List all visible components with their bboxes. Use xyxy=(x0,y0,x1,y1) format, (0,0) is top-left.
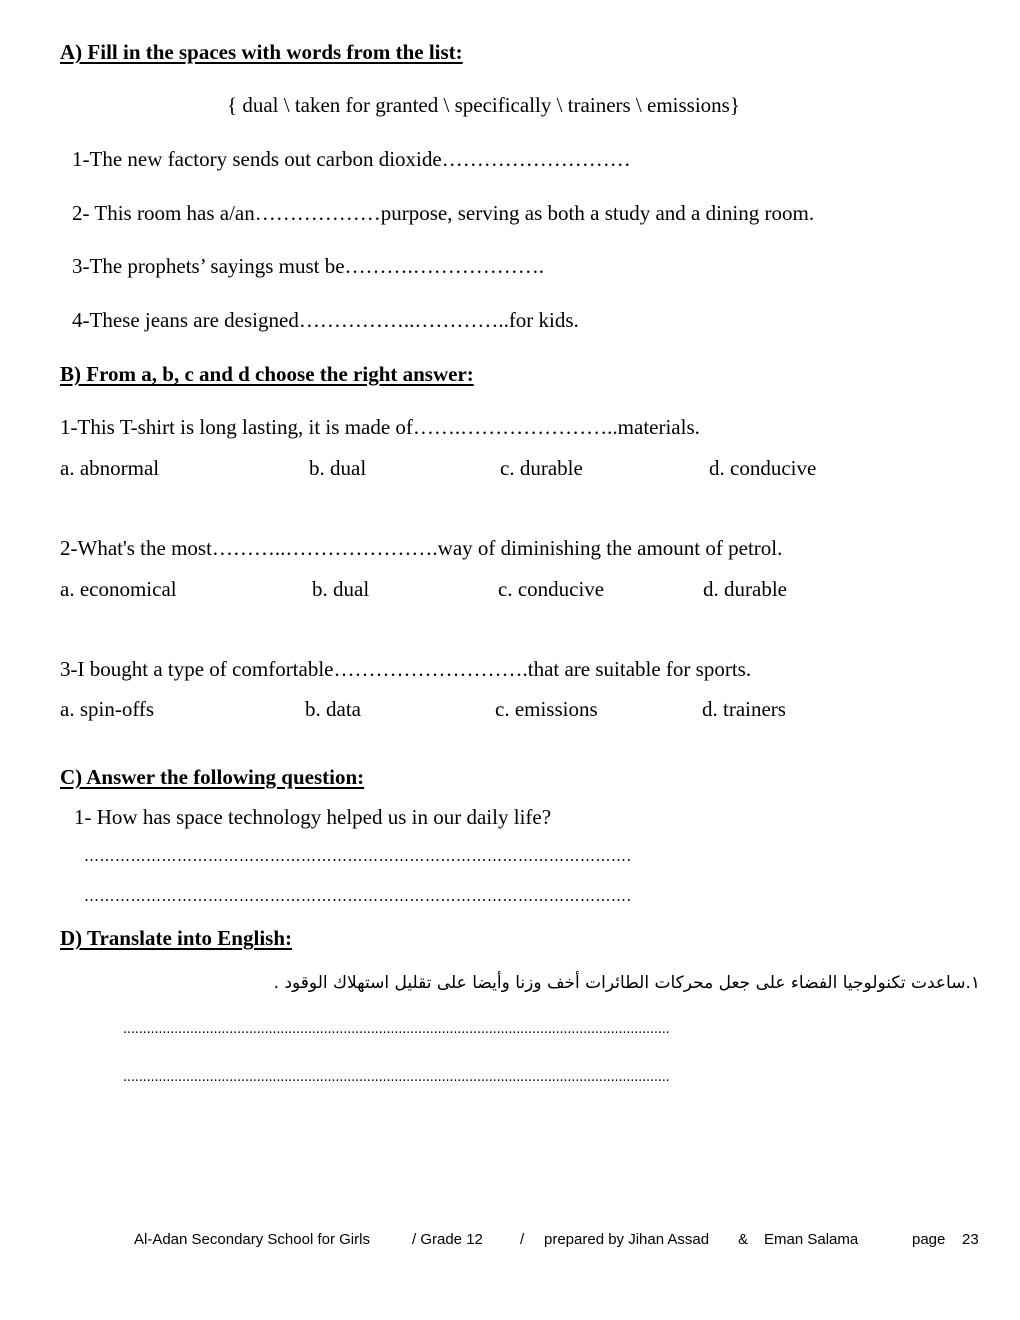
fill-item-3: 3-The prophets’ sayings must be……….………………. xyxy=(72,254,545,278)
footer-school: Al-Adan Secondary School for Girls xyxy=(134,1231,370,1248)
mcq-2-option-d[interactable]: d. durable xyxy=(703,577,787,601)
footer-separator: / xyxy=(520,1231,525,1248)
mcq-question-3: 3-I bought a type of comfortable……………………….that are suitable for sports. xyxy=(60,657,752,681)
fill-item-1: 1-The new factory sends out carbon dioxide……………………… xyxy=(72,147,631,171)
footer-grade: / Grade 12 xyxy=(412,1231,483,1248)
footer-page-number: 23 xyxy=(962,1231,979,1248)
footer xyxy=(134,1231,979,1248)
section-b-heading: B) From a, b, c and d choose the right answer: xyxy=(60,362,474,386)
footer-ampersand: & xyxy=(738,1231,749,1248)
mcq-3-option-c[interactable]: c. emissions xyxy=(495,697,598,721)
fill-item-2: 2- This room has a/an………………purpose, serving as both a study and a dining room. xyxy=(72,201,815,225)
mcq-1-option-d[interactable]: d. conducive xyxy=(709,456,817,480)
section-d-heading: D) Translate into English: xyxy=(60,926,293,950)
mcq-question-1: 1-This T-shirt is long lasting, it is made of…….…………………..materials. xyxy=(60,415,700,439)
translation-line-2[interactable]: ........................................................................................................................................... xyxy=(123,1070,670,1085)
mcq-2-option-a[interactable]: a. economical xyxy=(60,577,177,601)
mcq-2-option-c[interactable]: c. conducive xyxy=(498,577,605,601)
answer-line-2[interactable]: ……………………………………………………………………………………………. xyxy=(84,887,632,905)
footer-prepared-by: prepared by Jihan Assad xyxy=(544,1231,710,1248)
word-list: { dual \ taken for granted \ specifically \ trainers \ emissions} xyxy=(227,93,740,117)
mcq-1-option-a[interactable]: a. abnormal xyxy=(60,456,160,480)
footer-coauthor: Eman Salama xyxy=(764,1231,859,1248)
mcq-1-option-b[interactable]: b. dual xyxy=(309,456,367,480)
footer-page-label: page xyxy=(912,1231,946,1248)
fill-item-4: 4-These jeans are designed……………..…………..for kids. xyxy=(72,308,579,332)
answer-line-1[interactable]: ……………………………………………………………………………………………. xyxy=(84,847,632,865)
translation-line-1[interactable]: ........................................................................................................................................... xyxy=(123,1022,670,1037)
section-a-heading: A) Fill in the spaces with words from the list: xyxy=(60,40,463,64)
mcq-1-option-c[interactable]: c. durable xyxy=(500,456,583,480)
section-c-heading: C) Answer the following question: xyxy=(60,765,365,789)
open-question-1: 1- How has space technology helped us in our daily life? xyxy=(74,805,552,829)
mcq-question-2: 2-What's the most………..………………….way of diminishing the amount of petrol. xyxy=(60,536,783,560)
mcq-3-option-b[interactable]: b. data xyxy=(305,697,361,721)
arabic-sentence: ١.ساعدت تكنولوجيا الفضاء على جعل محركات الطائرات أخف وزنا وأيضا على تقليل استهلاك الوقود . xyxy=(273,973,980,993)
mcq-3-option-d[interactable]: d. trainers xyxy=(702,697,786,721)
mcq-3-option-a[interactable]: a. spin-offs xyxy=(60,697,155,721)
mcq-2-option-b[interactable]: b. dual xyxy=(312,577,370,601)
